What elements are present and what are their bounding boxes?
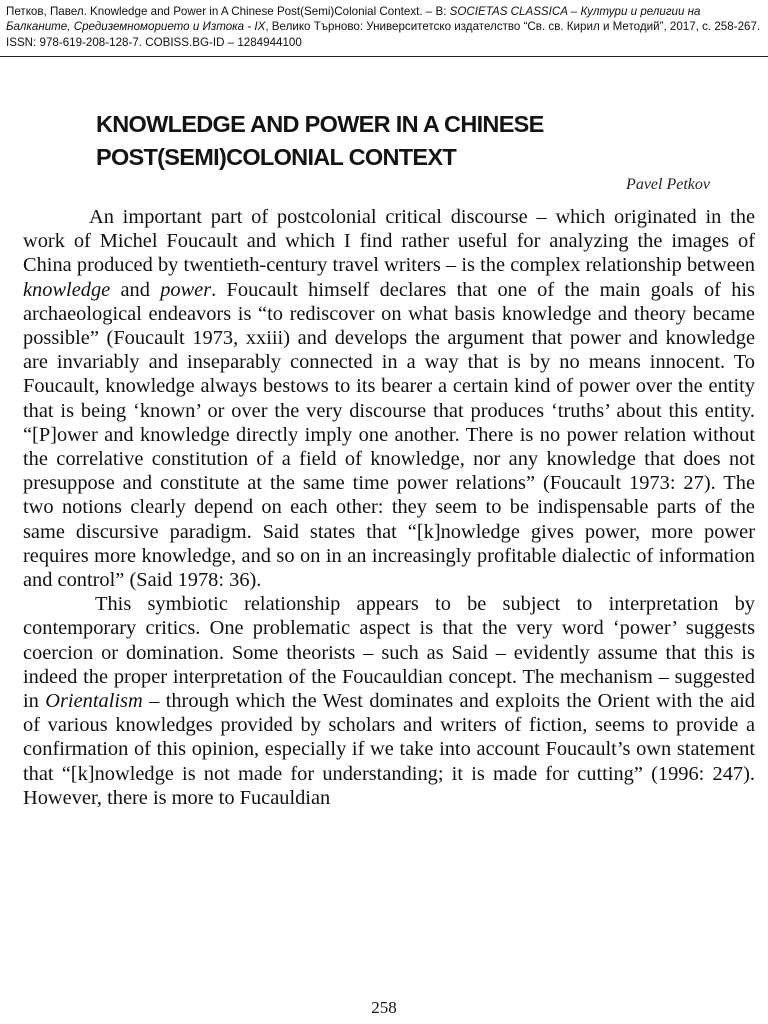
article-body [23,205,755,810]
paragraph-1-text-a: An important part of postcolonial critical discourse – which originated in the work of Michel Foucault and which I find rather useful for analyzing the images of China produced by twentieth-century travel writers – is the complex relationship between [23,206,755,277]
term-power: power [160,278,212,301]
paragraph-2 [23,592,755,810]
paragraph-1-text-c: . Foucault himself declares that one of the main goals of his archaeological endeavors is “to rediscover on what basis knowledge and theory became possible” (Foucault 1973, xxiii) and develops the argument that power and knowledge are invariably and inseparably connected in a way that is by no means innocent. To Foucault, knowledge always bestows to its bearer a certain kind of power over the entity that is being ‘known’ or over the very discourse that produces ‘truths’ about this entity. “[P]ower and knowledge directly imply one another. There is no power relation without the correlative constitution of a field of knowledge, nor any knowledge that does not presuppose and constitute at the same time power relations” (Foucault 1973: 27). The two notions clearly depend on each other: they seem to be indispensable parts of the same discursive paradigm. Said states that “[k]nowledge gives power, more power requires more knowledge, and so on in an increasingly profitable dialectic of information and control” (Said 1978: 36). [23,278,755,592]
paragraph-1-text-b: and [110,278,161,301]
header-divider [0,56,768,57]
term-knowledge: knowledge [23,278,111,301]
citation-prefix: Петков, Павел. Knowledge and Power in A Chinese Post(Semi)Colonial Context. – В: [6,5,450,18]
paragraph-2-text-a: This symbiotic relationship appears to be subject to interpretation by contemporary critics. One problematic aspect is that the very word ‘power’ suggests coercion or domination. Some theorists – such as Said – evidently assume that this is indeed the proper interpretation of the Foucauldian concept. The mechanism – suggested in [23,593,755,713]
article-title-line-1: KNOWLEDGE AND POWER IN A CHINESE [96,111,544,137]
article-title [96,108,736,174]
paragraph-2-text-b: – through which the West dominates and exploits the Orient with the aid of various knowledges provided by scholars and writers of fiction, seems to provide a confirmation of this opinion, especially if we take into account Foucault’s own statement that “[k]nowledge is not made for understanding; it is made for cutting” (1996: 247). However, there is more to Fucauldian [23,690,755,809]
citation-header [6,4,762,50]
page-number: 258 [371,998,397,1017]
author-name: Pavel Petkov [626,176,710,193]
book-title-orientalism: Orientalism [45,690,143,713]
article-title-line-2: POST(SEMI)COLONIAL CONTEXT [96,144,456,170]
paragraph-1 [23,205,755,592]
journal-title: SOCIETAS CLASSICA – Култури и религии на Балканите, Средиземноморието и Изтока - IX [6,5,701,34]
citation-suffix: , Велико Търново: Университетско издателство “Св. св. Кирил и Методий”, 2017, с. 258-267. ISSN: 978-619-208-128-7. COBISS.BG-ID – 1284944100 [6,20,761,49]
